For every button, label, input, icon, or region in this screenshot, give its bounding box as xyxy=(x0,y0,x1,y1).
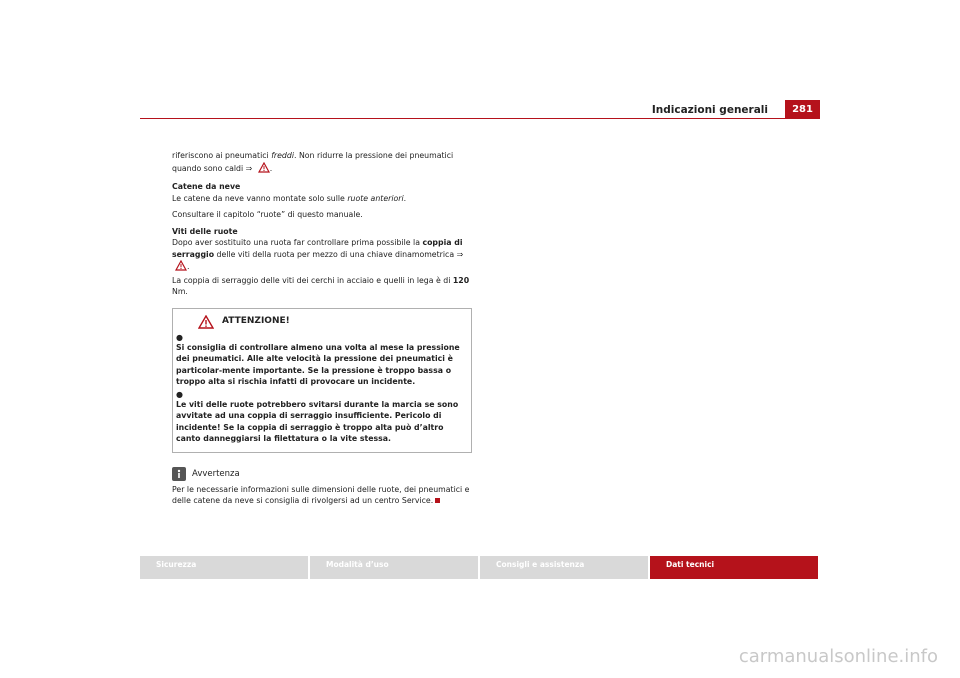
tab-modalita-duso[interactable]: Modalità d’uso xyxy=(310,556,478,579)
warning-triangle-icon xyxy=(198,315,214,329)
note-title: Avvertenza xyxy=(192,469,240,479)
page-number: 281 xyxy=(785,100,820,119)
tab-dati-tecnici[interactable]: Dati tecnici xyxy=(650,556,818,579)
snow-chains-paragraph: Le catene da neve vanno montate solo sulle ruote anteriori. xyxy=(172,193,407,203)
footer-tabs xyxy=(140,556,820,579)
bullet-dot: ● xyxy=(176,389,183,399)
warning-item: ● Si consiglia di controllare almeno una volta al mese la pressione dei pneumatici. Alle alte velocità la pressione dei pneumatici è particolar-mente importante. Se la pressione è troppo bassa o troppo alta si rischia infatti di provocare un incidente. xyxy=(176,334,468,388)
warning-box xyxy=(172,308,472,453)
header-rule xyxy=(140,118,820,119)
end-mark-icon xyxy=(435,498,440,503)
bullet-dot: ● xyxy=(176,332,183,342)
section-title: Indicazioni generali xyxy=(651,104,768,116)
tab-consigli-assistenza[interactable]: Consigli e assistenza xyxy=(480,556,648,579)
note-section xyxy=(172,467,472,507)
note-text: Per le necessarie informazioni sulle dimensioni delle ruote, dei pneumatici e delle catene da neve si consiglia di rivolgersi ad un centro Service. xyxy=(172,484,470,505)
intro-paragraph: riferiscono ai pneumatici freddi. Non ridurre la pressione dei pneumatici quando sono caldi ⇒ . xyxy=(172,150,472,176)
warning-ref-icon[interactable] xyxy=(175,260,187,275)
watermark: carmanualsonline.info xyxy=(738,646,938,667)
snow-chains-heading: Catene da neve xyxy=(172,182,241,191)
warning-item: ● Le viti delle ruote potrebbero svitarsi durante la marcia se sono avvitate ad una coppia di serraggio insufficiente. Pericolo di incidente! Se la coppia di serraggio è troppo alta può d’altro canto danneggiarsi la filettatura o la vite stessa. xyxy=(176,391,468,445)
consult-paragraph: Consultare il capitolo “ruote” di questo manuale. xyxy=(172,210,363,219)
wheel-bolts-heading: Viti delle ruote xyxy=(172,226,238,236)
wheel-bolts-paragraph: Dopo aver sostituito una ruota far controllare prima possibile la coppia di serraggio delle viti della ruota per mezzo di una chiave dinamometrica ⇒ . xyxy=(172,237,472,275)
warning-ref-icon[interactable] xyxy=(258,162,270,177)
info-note-icon xyxy=(172,467,186,481)
main-column xyxy=(172,150,472,512)
warning-title: ATTENZIONE! xyxy=(198,315,468,329)
torque-paragraph: La coppia di serraggio delle viti dei cerchi in acciaio e quelli in lega è di 120 Nm. xyxy=(172,275,470,296)
tab-sicurezza[interactable]: Sicurezza xyxy=(140,556,308,579)
